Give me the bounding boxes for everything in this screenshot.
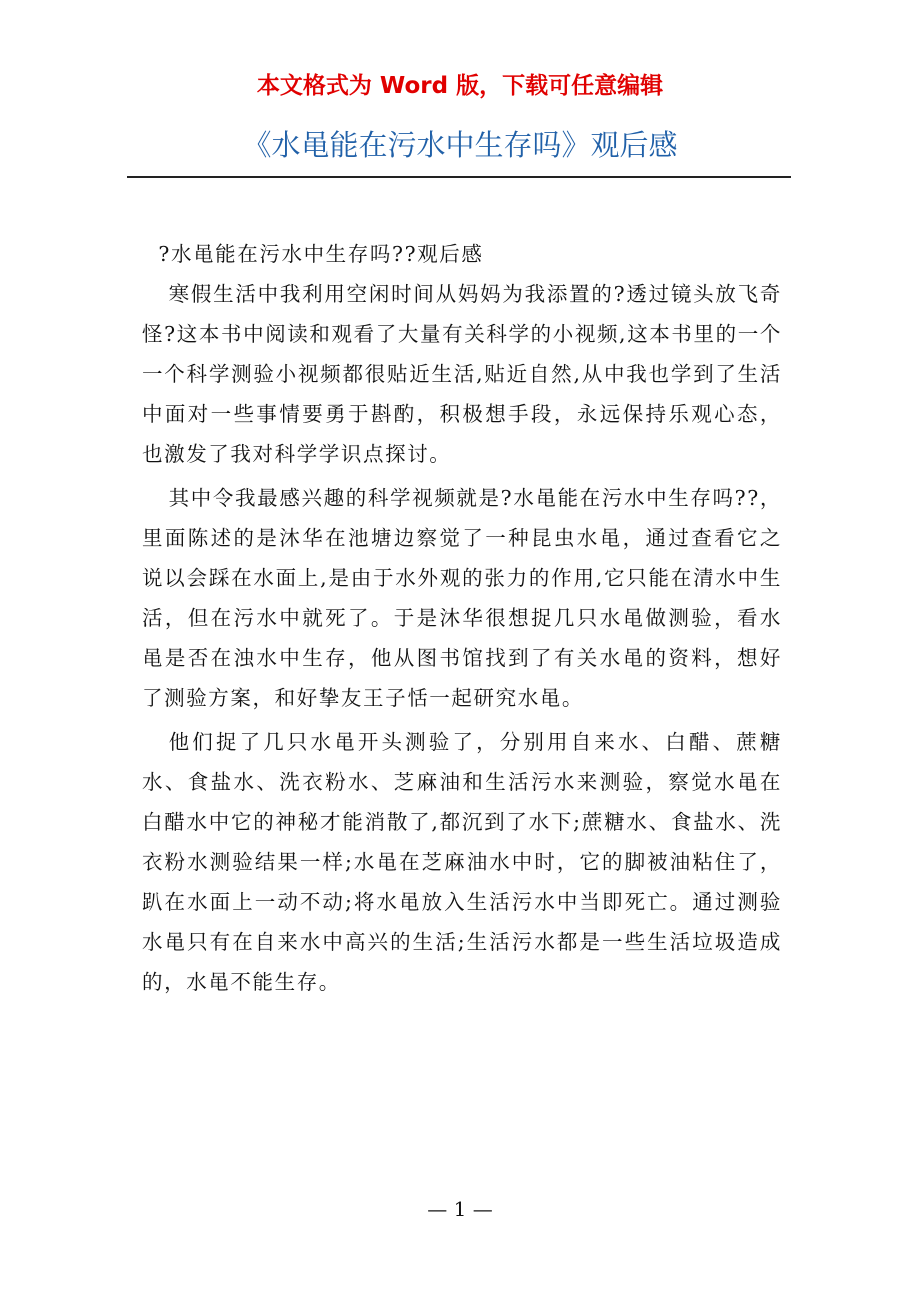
title-divider [127,176,791,178]
document-body [142,234,782,1006]
document-title: 《水黾能在污水中生存吗》观后感 [242,128,678,162]
body-subtitle: ?水黾能在污水中生存吗??观后感 [158,242,484,266]
paragraph: 寒假生活中我利用空闲时间从妈妈为我添置的?透过镜头放飞奇怪?这本书中阅读和观看了大量有关科学的小视频,这本书里的一个一个科学测验小视频都很贴近生活,贴近自然,从中我也学到了生活中面对一些事情要勇于斟酌，积极想手段，永远保持乐观心态，也激发了我对科学学识点探讨。 [142,282,782,466]
format-notice: 本文格式为 Word 版，下载可任意编辑 [256,73,664,99]
paragraph: 他们捉了几只水黾开头测验了，分别用自来水、白醋、蔗糖水、食盐水、洗衣粉水、芝麻油和生活污水来测验，察觉水黾在白醋水中它的神秘才能消散了,都沉到了水下;蔗糖水、食盐水、洗衣粉水测验结果一样;水黾在芝麻油水中时，它的脚被油粘住了，趴在水面上一动不动;将水黾放入生活污水中当即死亡。通过测验水黾只有在自来水中高兴的生活;生活污水都是一些生活垃圾造成的，水黾不能生存。 [142,730,782,994]
paragraph: 其中令我最感兴趣的科学视频就是?水黾能在污水中生存吗??，里面陈述的是沐华在池塘边察觉了一种昆虫水黾，通过查看它之说以会踩在水面上,是由于水外观的张力的作用,它只能在清水中生活，但在污水中就死了。于是沐华很想捉几只水黾做测验，看水黾是否在浊水中生存，他从图书馆找到了有关水黾的资料，想好了测验方案，和好挚友王子恬一起研究水黾。 [142,486,782,710]
page-number: — 1 — [427,1197,493,1221]
